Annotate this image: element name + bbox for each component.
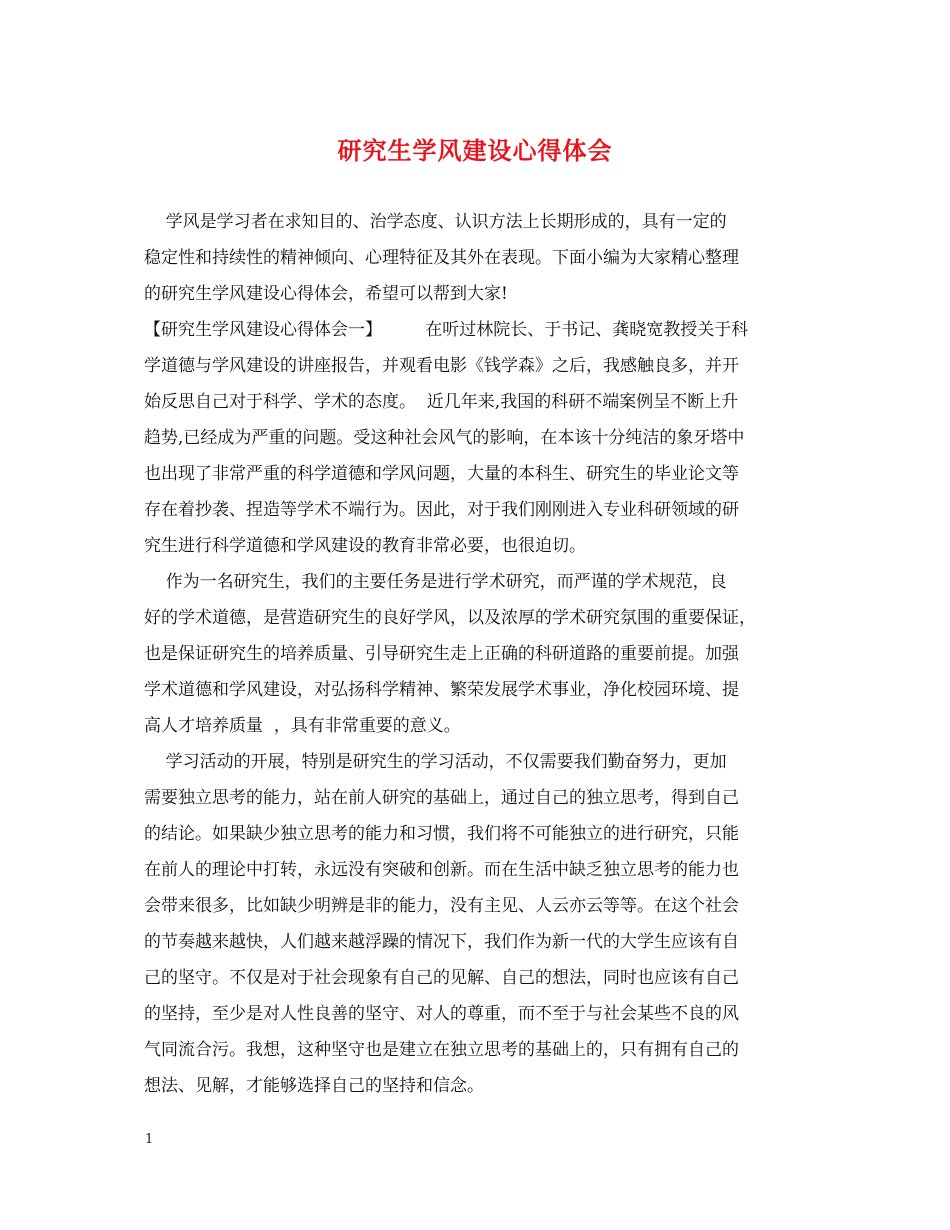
text-line: 也是保证研究生的培养质量、引导研究生走上正确的科研道路的重要前提。加强: [144, 644, 739, 664]
text-line: 趋势,已经成为严重的问题。受这种社会风气的影响，在本该十分纯洁的象牙塔中: [144, 428, 745, 448]
text-line: 的研究生学风建设心得体会，希望可以帮到大家!: [144, 284, 508, 304]
text-line: 高人才培养质量 ，具有非常重要的意义。: [144, 716, 461, 736]
text-line: 己的坚守。不仅是对于社会现象有自己的见解、自己的想法，同时也应该有自己: [144, 968, 739, 988]
text-line: 也出现了非常严重的科学道德和学风问题，大量的本科生、研究生的毕业论文等: [144, 464, 739, 484]
text-line: 在前人的理论中打转，永远没有突破和创新。而在生活中缺乏独立思考的能力也: [144, 860, 739, 880]
section-heading-line: 【研究生学风建设心得体会一】 在听过林院长、于书记、龚晓宽教授关于科: [144, 320, 749, 340]
text-line: 需要独立思考的能力，站在前人研究的基础上，通过自己的独立思考，得到自己: [144, 788, 739, 808]
text-line: 学术道德和学风建设，对弘扬科学精神、繁荣发展学术事业，净化校园环境、提: [144, 680, 739, 700]
text-line: 究生进行科学道德和学风建设的教育非常必要，也很迫切。: [144, 536, 586, 556]
text-line: 稳定性和持续性的精神倾向、心理特征及其外在表现。下面小编为大家精心整理: [144, 248, 739, 268]
text-line: 作为一名研究生，我们的主要任务是进行学术研究，而严谨的学术规范，良: [144, 572, 727, 592]
text-line: 学风是学习者在求知目的、治学态度、认识方法上长期形成的，具有一定的: [144, 212, 727, 232]
text-line: 学道德与学风建设的讲座报告，并观看电影《钱学森》之后，我感触良多，并开: [144, 356, 739, 376]
text-line: 好的学术道德，是营造研究生的良好学风，以及浓厚的学术研究氛围的重要保证，: [144, 608, 756, 628]
text-line: 的结论。如果缺少独立思考的能力和习惯，我们将不可能独立的进行研究，只能: [144, 824, 739, 844]
document-body: [144, 204, 812, 1104]
text-line: 始反思自己对于科学、学术的态度。 近几年来,我国的科研不端案例呈不断上升: [144, 392, 739, 412]
text-line: 会带来很多，比如缺少明辨是非的能力，没有主见、人云亦云等等。在这个社会: [144, 896, 739, 916]
text-line: 学习活动的开展，特别是研究生的学习活动，不仅需要我们勤奋努力，更加: [144, 752, 727, 772]
text-line: 的坚持，至少是对人性良善的坚守、对人的尊重，而不至于与社会某些不良的风: [144, 1004, 739, 1024]
document-title: 研究生学风建设心得体会: [337, 136, 613, 165]
text-line: 存在着抄袭、捏造等学术不端行为。因此，对于我们刚刚进入专业科研领域的研: [144, 500, 739, 520]
text-line: 想法、见解，才能够选择自己的坚持和信念。: [144, 1076, 484, 1096]
text-line: 气同流合污。我想，这种坚守也是建立在独立思考的基础上的，只有拥有自己的: [144, 1040, 739, 1060]
text-line: 的节奏越来越快，人们越来越浮躁的情况下，我们作为新一代的大学生应该有自: [144, 932, 739, 952]
page-number: 1: [145, 1132, 154, 1147]
